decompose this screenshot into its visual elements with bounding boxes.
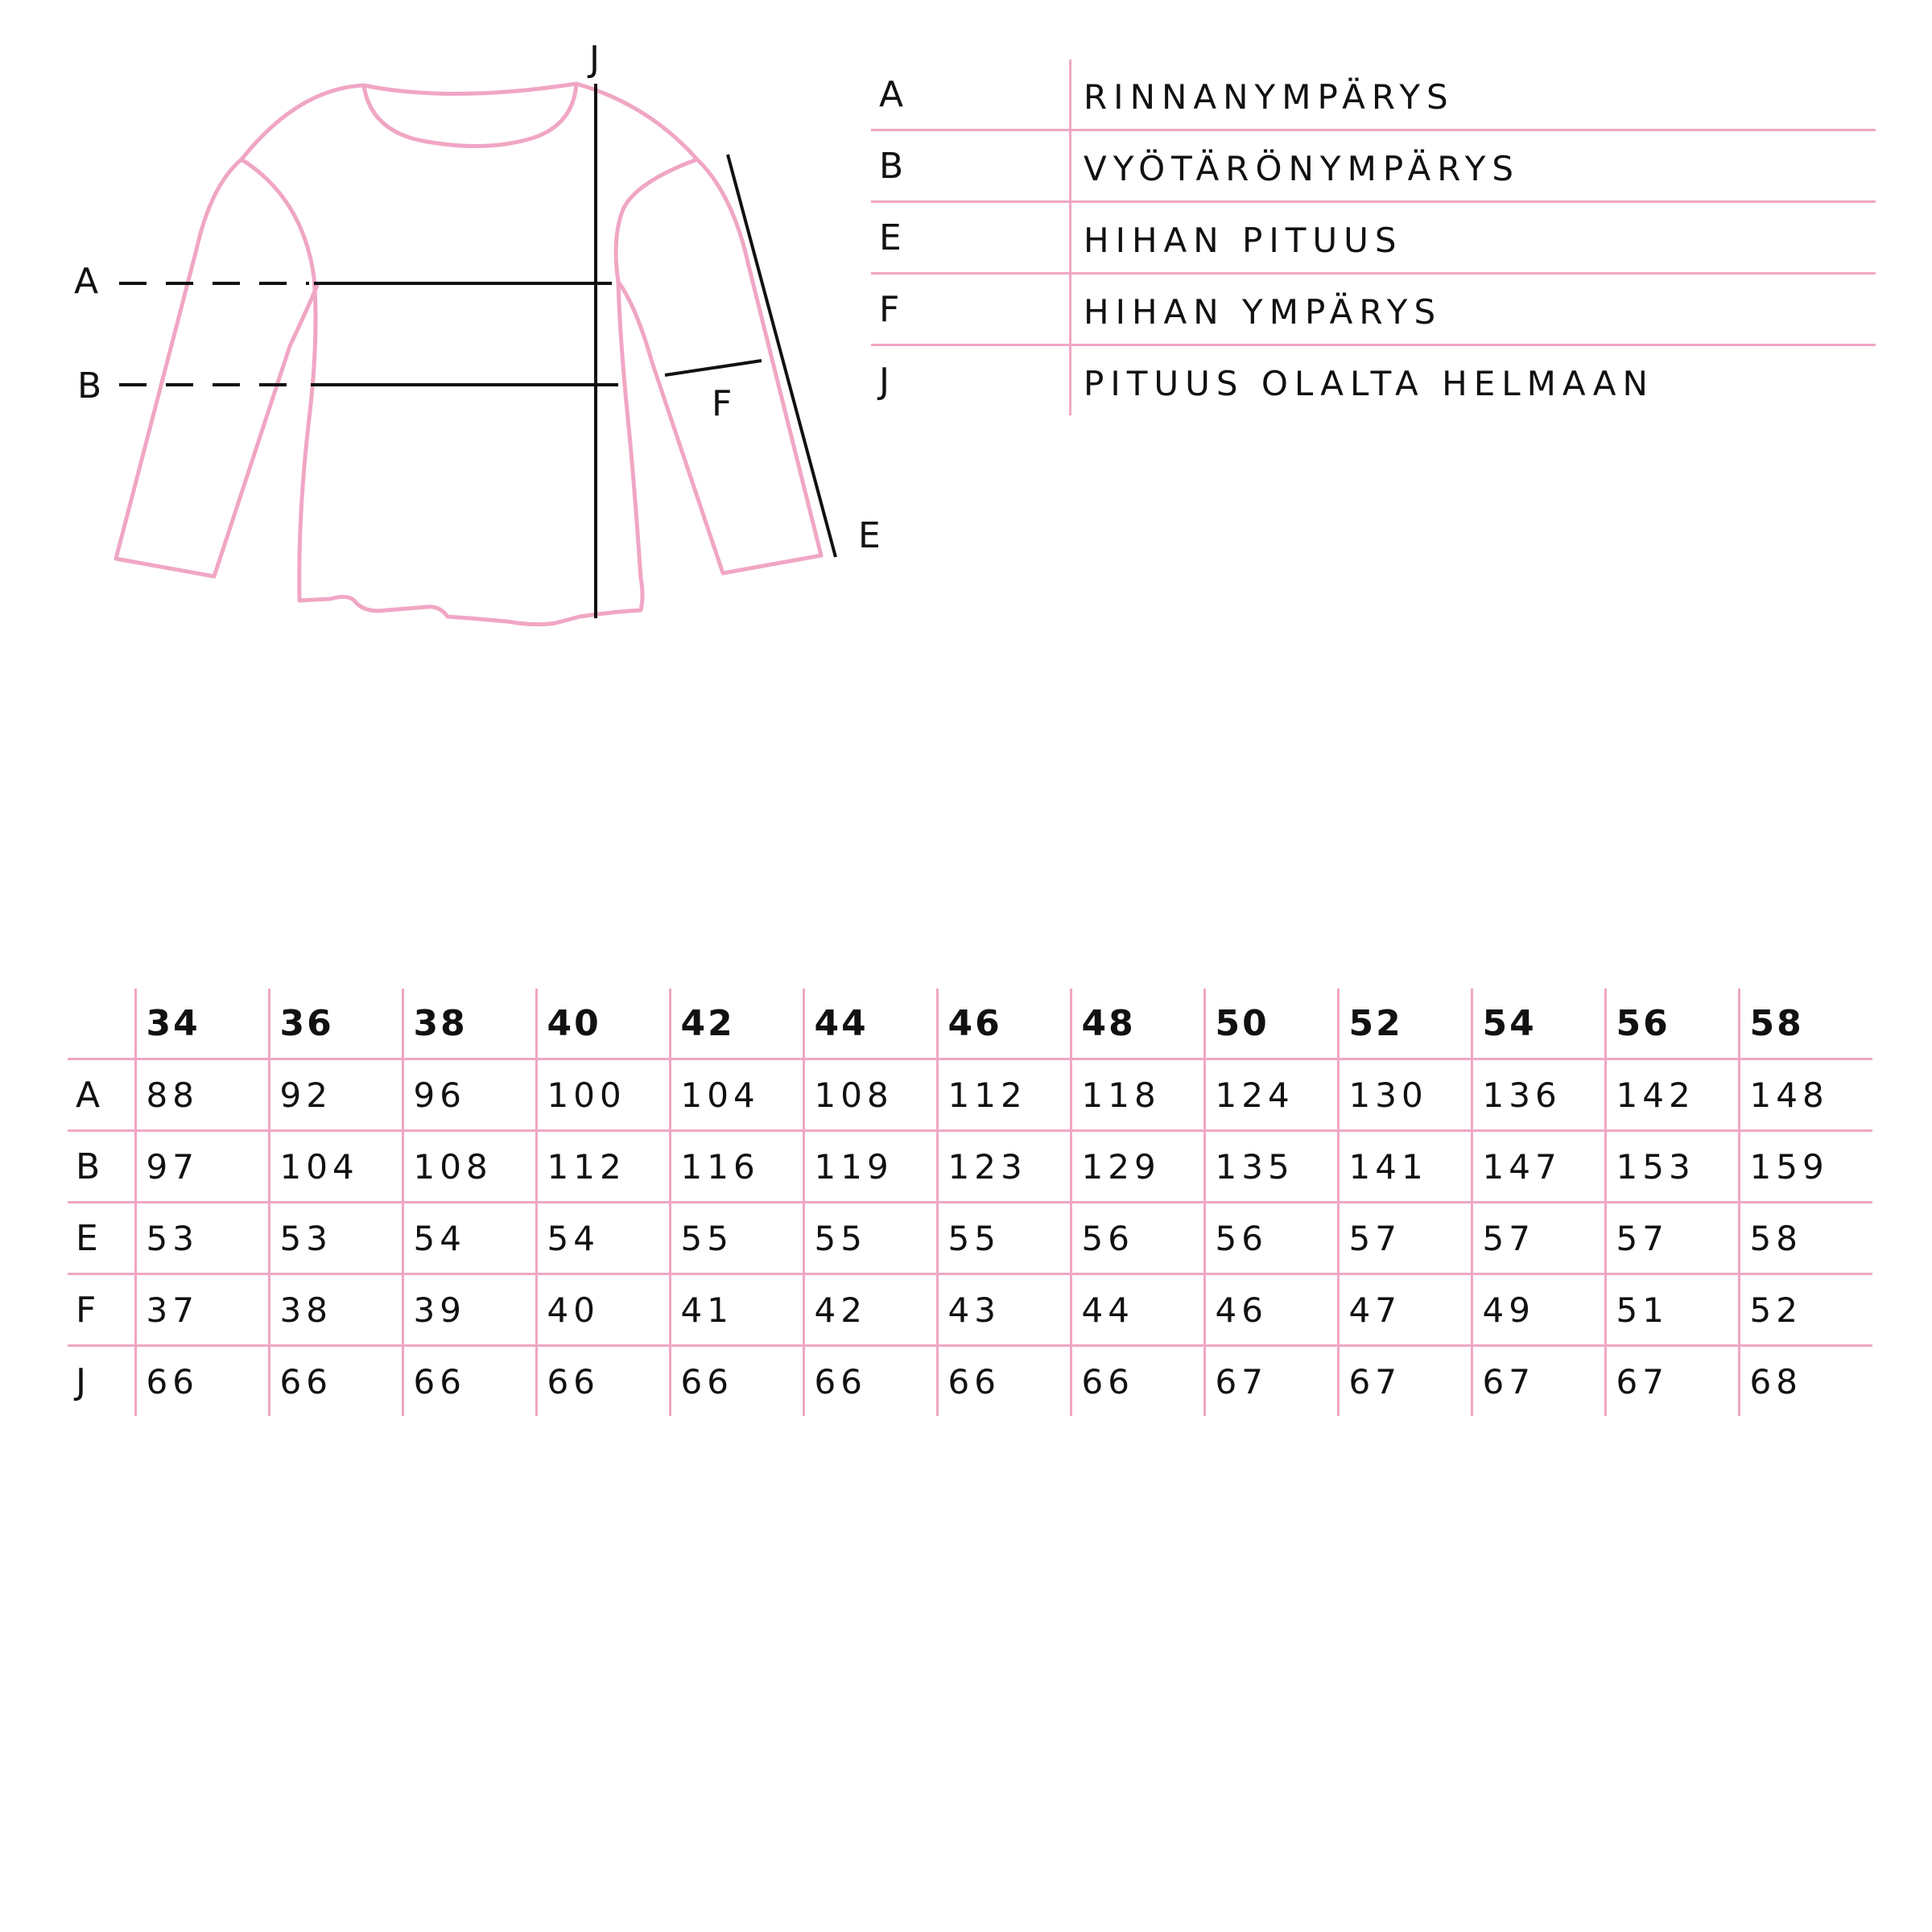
legend-label: HIHAN PITUUS — [1084, 221, 1403, 260]
row-key: B — [68, 1131, 135, 1203]
table-cell: 44 — [1071, 1274, 1204, 1346]
size-header-48: 48 — [1071, 989, 1204, 1059]
size-header-50: 50 — [1204, 989, 1338, 1059]
table-cell: 135 — [1204, 1131, 1338, 1203]
table-cell: 112 — [536, 1131, 670, 1203]
table-cell: 66 — [803, 1346, 937, 1417]
table-cell: 108 — [803, 1059, 937, 1131]
table-cell: 54 — [402, 1203, 536, 1274]
table-cell: 116 — [670, 1131, 803, 1203]
table-cell: 100 — [536, 1059, 670, 1131]
table-cell: 159 — [1739, 1131, 1872, 1203]
table-cell: 38 — [269, 1274, 402, 1346]
table-cell: 142 — [1605, 1059, 1739, 1131]
legend-row — [871, 346, 1876, 415]
left-shoulder — [242, 85, 364, 159]
table-cell: 66 — [269, 1346, 402, 1417]
table-cell: 37 — [135, 1274, 269, 1346]
table-cell: 54 — [536, 1203, 670, 1274]
legend-row — [871, 131, 1876, 203]
table-cell: 112 — [937, 1059, 1071, 1131]
legend-key: F — [879, 289, 902, 330]
diagram-label-j: J — [589, 39, 600, 80]
legend-row — [871, 203, 1876, 275]
table-cell: 39 — [402, 1274, 536, 1346]
size-header-46: 46 — [937, 989, 1071, 1059]
legend-key: E — [879, 217, 903, 258]
legend-divider — [1069, 131, 1071, 203]
table-cell: 92 — [269, 1059, 402, 1131]
table-cell: 66 — [937, 1346, 1071, 1417]
legend-label: PITUUS OLALTA HELMAAN — [1084, 364, 1654, 403]
table-cell: 55 — [803, 1203, 937, 1274]
table-cell: 57 — [1472, 1203, 1605, 1274]
size-header-40: 40 — [536, 989, 670, 1059]
size-header-36: 36 — [269, 989, 402, 1059]
table-cell: 43 — [937, 1274, 1071, 1346]
table-cell: 123 — [937, 1131, 1071, 1203]
table-cell: 41 — [670, 1274, 803, 1346]
diagram-label-e: E — [858, 515, 881, 556]
right-side-seam — [618, 282, 641, 578]
row-key: E — [68, 1203, 135, 1274]
diagram-label-b: B — [77, 365, 102, 407]
legend-divider — [1069, 203, 1071, 275]
table-cell: 53 — [269, 1203, 402, 1274]
legend-row — [871, 275, 1876, 346]
table-cell: 104 — [269, 1131, 402, 1203]
diagram-label-a: A — [74, 261, 99, 302]
garment-outline — [116, 84, 821, 625]
table-row — [68, 1274, 1872, 1346]
table-cell: 57 — [1605, 1203, 1739, 1274]
size-header-54: 54 — [1472, 989, 1605, 1059]
table-cell: 56 — [1204, 1203, 1338, 1274]
table-cell: 56 — [1071, 1203, 1204, 1274]
size-header-52: 52 — [1338, 989, 1472, 1059]
table-cell: 96 — [402, 1059, 536, 1131]
table-cell: 51 — [1605, 1274, 1739, 1346]
table-cell: 104 — [670, 1059, 803, 1131]
table-cell: 66 — [1071, 1346, 1204, 1417]
size-header-42: 42 — [670, 989, 803, 1059]
table-cell: 108 — [402, 1131, 536, 1203]
legend-label: VYÖTÄRÖNYMPÄRYS — [1084, 149, 1521, 188]
measure-line-e — [728, 155, 836, 557]
table-cell: 66 — [402, 1346, 536, 1417]
table-cell: 67 — [1605, 1346, 1739, 1417]
table-row — [68, 1203, 1872, 1274]
table-cell: 66 — [135, 1346, 269, 1417]
table-cell: 97 — [135, 1131, 269, 1203]
legend-row — [871, 60, 1876, 131]
row-key: F — [68, 1274, 135, 1346]
table-cell: 118 — [1071, 1059, 1204, 1131]
size-header-34: 34 — [135, 989, 269, 1059]
size-header-row — [68, 989, 1872, 1059]
size-table — [68, 989, 1872, 1416]
table-cell: 147 — [1472, 1131, 1605, 1203]
table-cell: 55 — [937, 1203, 1071, 1274]
size-header-58: 58 — [1739, 989, 1872, 1059]
table-row — [68, 1346, 1872, 1417]
table-cell: 46 — [1204, 1274, 1338, 1346]
hem — [299, 578, 642, 625]
diagram-label-f: F — [712, 383, 733, 424]
table-cell: 153 — [1605, 1131, 1739, 1203]
table-cell: 148 — [1739, 1059, 1872, 1131]
table-row — [68, 1059, 1872, 1131]
legend-key: B — [879, 146, 906, 187]
measurement-legend — [871, 60, 1876, 415]
size-header-44: 44 — [803, 989, 937, 1059]
measure-line-f — [665, 361, 762, 375]
right-sleeve-outer — [697, 159, 821, 555]
table-row — [68, 1131, 1872, 1203]
neckline-back — [364, 84, 576, 94]
table-cell: 52 — [1739, 1274, 1872, 1346]
table-cell: 66 — [670, 1346, 803, 1417]
table-cell: 130 — [1338, 1059, 1472, 1131]
table-cell: 55 — [670, 1203, 803, 1274]
table-cell: 42 — [803, 1274, 937, 1346]
size-header-38: 38 — [402, 989, 536, 1059]
legend-label: HIHAN YMPÄRYS — [1084, 292, 1443, 332]
table-cell: 66 — [536, 1346, 670, 1417]
row-key: A — [68, 1059, 135, 1131]
legend-divider — [1069, 60, 1071, 131]
size-header-56: 56 — [1605, 989, 1739, 1059]
table-cell: 58 — [1739, 1203, 1872, 1274]
table-cell: 119 — [803, 1131, 937, 1203]
table-cell: 40 — [536, 1274, 670, 1346]
legend-key: J — [879, 361, 891, 402]
left-armhole — [242, 159, 314, 277]
table-cell: 67 — [1204, 1346, 1338, 1417]
table-cell: 136 — [1472, 1059, 1605, 1131]
table-cell: 49 — [1472, 1274, 1605, 1346]
legend-key: A — [879, 74, 906, 115]
table-cell: 129 — [1071, 1131, 1204, 1203]
legend-divider — [1069, 275, 1071, 346]
right-armhole — [616, 159, 697, 282]
table-cell: 68 — [1739, 1346, 1872, 1417]
table-cell: 124 — [1204, 1059, 1338, 1131]
table-cell: 57 — [1338, 1203, 1472, 1274]
left-sleeve-outer — [116, 159, 242, 576]
table-cell: 53 — [135, 1203, 269, 1274]
legend-divider — [1069, 346, 1071, 415]
garment-diagram — [0, 0, 886, 644]
table-cell: 47 — [1338, 1274, 1472, 1346]
table-corner — [68, 989, 135, 1059]
row-key: J — [68, 1346, 135, 1417]
table-cell: 67 — [1338, 1346, 1472, 1417]
table-cell: 141 — [1338, 1131, 1472, 1203]
legend-label: RINNANYMPÄRYS — [1084, 77, 1455, 117]
left-side-seam — [299, 277, 316, 601]
table-cell: 67 — [1472, 1346, 1605, 1417]
table-cell: 88 — [135, 1059, 269, 1131]
